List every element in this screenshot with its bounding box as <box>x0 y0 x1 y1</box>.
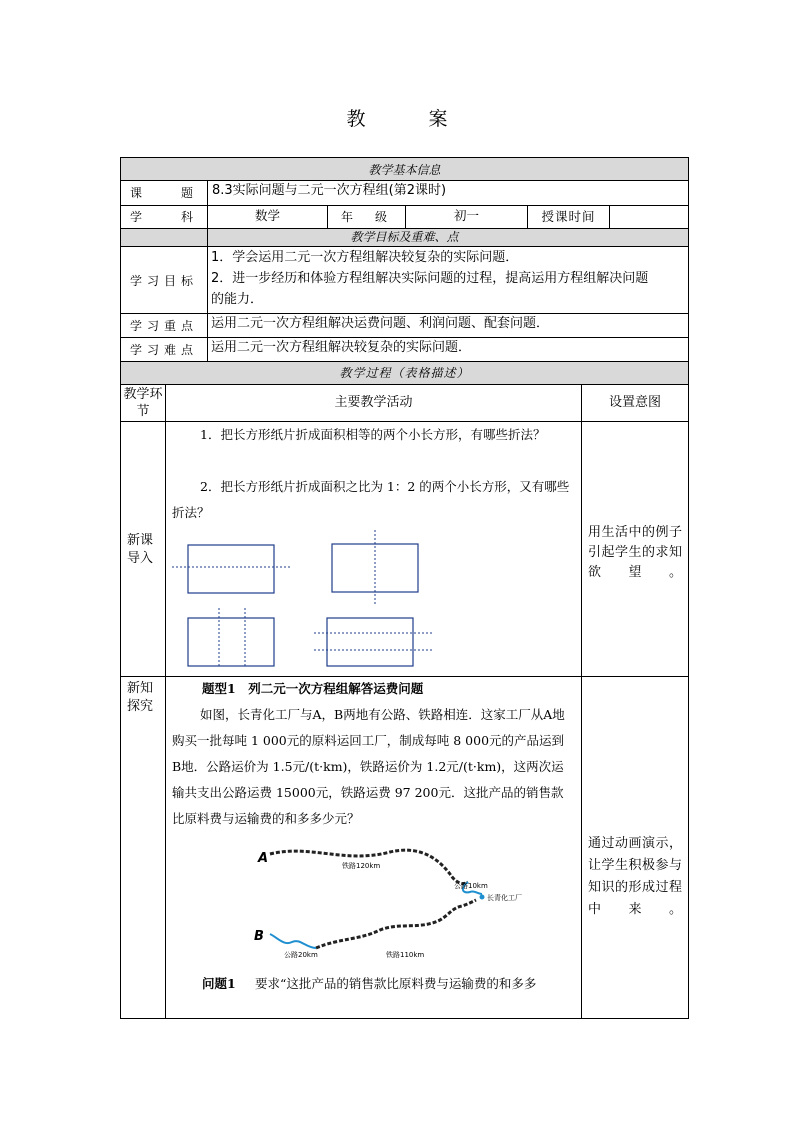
page-title: 教 案 <box>346 108 470 130</box>
fold-diagrams <box>166 528 580 674</box>
road-b <box>270 934 316 948</box>
transport-map <box>250 842 550 968</box>
goal-label: 学习目标 <box>129 274 198 288</box>
difficulty-label: 学习难点 <box>129 343 198 357</box>
key-label: 学习重点 <box>129 319 198 333</box>
fold-horizontal <box>172 545 292 593</box>
explore-stage: 新知探究 <box>127 681 154 714</box>
key-value: 运用二元一次方程组解决运费问题、利润问题、配套问题． <box>211 316 550 331</box>
intro-question-1: 1．把长方形纸片折成面积相等的两个小长方形，有哪些折法？ <box>200 427 546 442</box>
col-stage-header: 教学环节 <box>123 387 163 419</box>
subject-label: 学 科 <box>129 210 198 224</box>
intro-question-2: 2．把长方形纸片折成面积之比为 1：2 的两个小长方形，又有哪些折法？ <box>172 479 570 520</box>
subject-value: 数学 <box>254 208 280 223</box>
question-label: 问题1 <box>202 976 236 991</box>
rail-b <box>316 900 476 948</box>
fold-thirds-horizontal <box>314 618 434 666</box>
fold-thirds-vertical <box>188 608 274 668</box>
question-text: 要求“这批产品的销售款比原料费与运输费的和多多 <box>255 976 537 991</box>
goal-line-3: 的能力． <box>211 292 264 307</box>
intro-intent: 用生活中的例子引起学生的求知欲望。 <box>588 525 682 580</box>
time-label: 授课时间 <box>541 209 596 224</box>
difficulty-value: 运用二元一次方程组解决较复杂的实际问题． <box>211 340 472 355</box>
label-a: A <box>258 851 269 866</box>
goal-line-1: 1．学会运用二元一次方程组解决较复杂的实际问题． <box>211 250 519 265</box>
rail-b-label: 铁路110km <box>386 951 425 959</box>
factory-marker <box>480 895 485 900</box>
col-activity-header: 主要教学活动 <box>334 395 413 410</box>
explore-problem: 如图，长青化工厂与A，B两地有公路、铁路相连．这家工厂从A地购买一批每吨 1 000元的原料运回工厂，制成每吨 8 000元的产品运到B地．公路运价为 1.5元/(t·km)，铁路运价为 1.2元/(t·km)，这两次运输共支出公路运费 15000元，铁路运费 97 200元．这批产品的销售款比原料费与运输费的和多多少元？ <box>172 707 565 826</box>
intro-stage: 新课导入 <box>127 533 154 566</box>
col-intent-header: 设置意图 <box>608 395 661 410</box>
grade-label: 年 级 <box>340 210 392 224</box>
course-value: 8.3实际问题与二元一次方程组(第2课时) <box>212 183 447 198</box>
course-label: 课 题 <box>129 186 198 200</box>
goal-line-2: 2．进一步经历和体验方程组解决实际问题的过程，提高运用方程组解决问题 <box>211 271 649 286</box>
section-basic-heading: 教学基本信息 <box>368 163 441 177</box>
factory-label: 长青化工厂 <box>487 894 522 902</box>
explore-intent: 通过动画演示，让学生积极参与知识的形成过程中来。 <box>588 836 682 917</box>
grade-value: 初一 <box>453 208 479 223</box>
fold-vertical <box>332 530 418 606</box>
section-process-heading: 教学过程（表格描述） <box>339 366 470 380</box>
road-b-label: 公路20km <box>284 951 318 959</box>
label-b: B <box>254 929 264 944</box>
section-goals-heading: 教学目标及重难、点 <box>350 230 459 244</box>
road-a-label: 公路10km <box>454 882 488 890</box>
explore-heading: 题型1 列二元一次方程组解答运费问题 <box>202 681 424 696</box>
rail-a-label: 铁路120km <box>342 862 381 870</box>
